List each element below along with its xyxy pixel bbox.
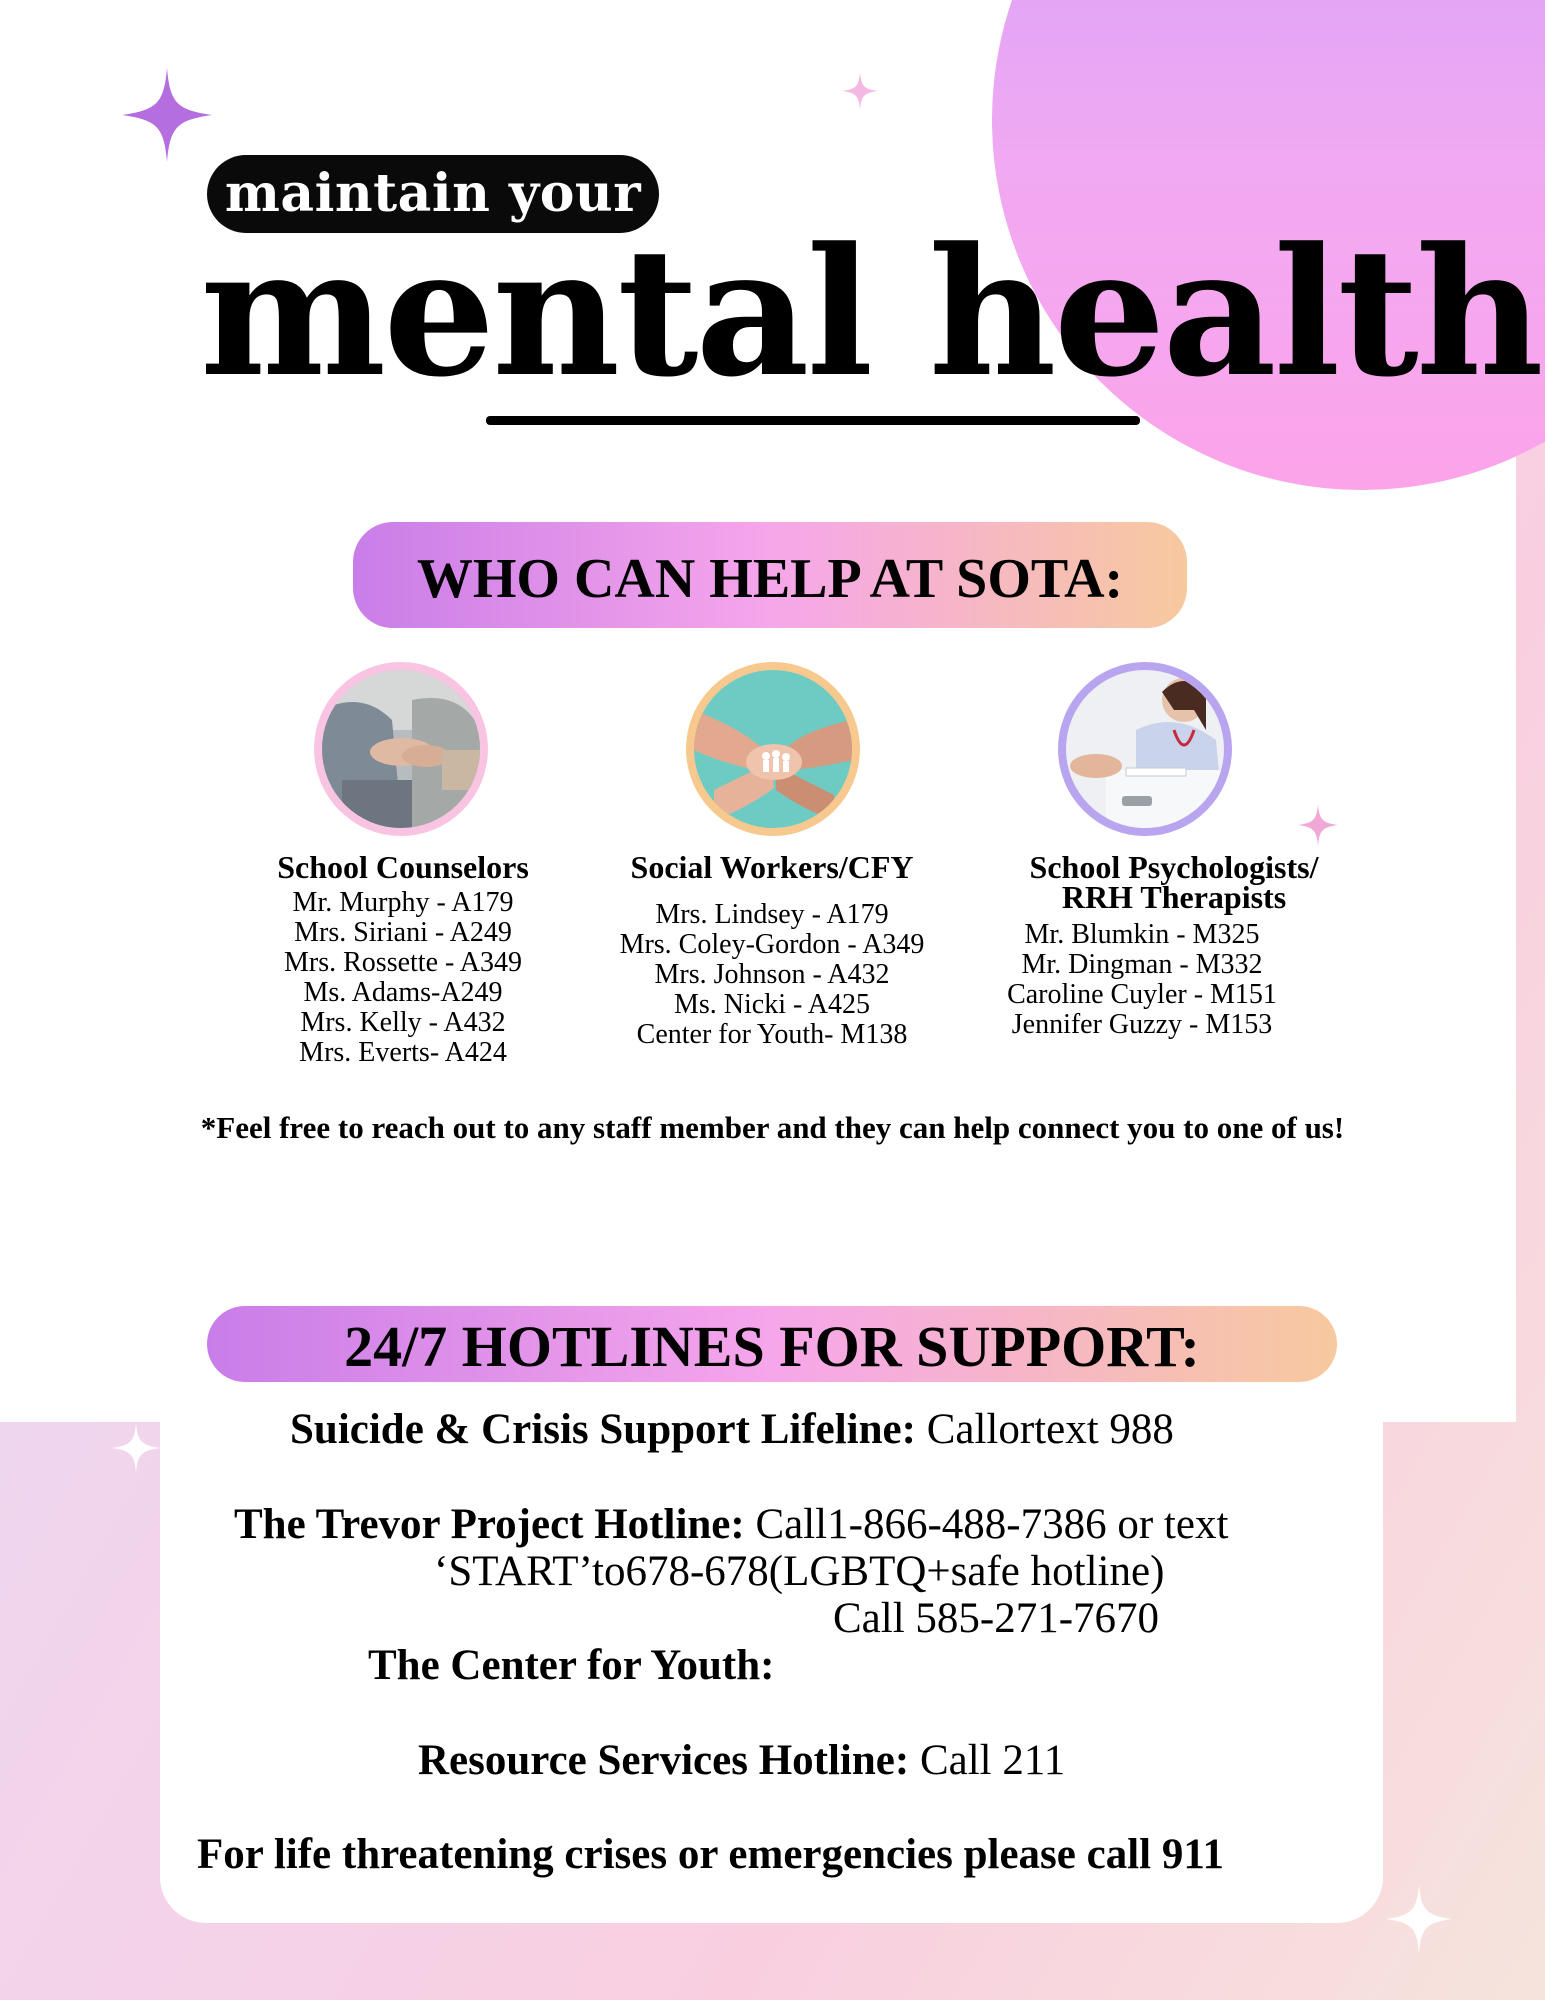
resource-hotline bbox=[418, 1736, 1065, 1786]
suicide-lifeline-value: Callortext 988 bbox=[926, 1406, 1174, 1453]
resource-hotline-label: Resource Services Hotline: bbox=[418, 1737, 910, 1784]
psychologists-heading bbox=[974, 849, 1374, 915]
list-item: Mrs. Rossette - A349 bbox=[284, 947, 522, 978]
psychologists-heading-line1: School Psychologists/ bbox=[1029, 849, 1319, 885]
list-item: Mrs. Everts- A424 bbox=[299, 1037, 507, 1068]
header-pill: maintain your bbox=[207, 155, 659, 233]
suicide-lifeline-label: Suicide & Crisis Support Lifeline: bbox=[290, 1406, 916, 1453]
suicide-lifeline bbox=[290, 1405, 1174, 1455]
sparkle-icon bbox=[1386, 1884, 1452, 1954]
sparkle-icon bbox=[122, 68, 212, 162]
counselors-heading: School Counselors bbox=[277, 849, 529, 885]
list-item: Mrs. Coley-Gordon - A349 bbox=[619, 929, 925, 960]
title-underline bbox=[486, 416, 1140, 425]
center-youth-label: The Center for Youth: bbox=[368, 1642, 775, 1689]
trevor-hotline-text-line: ‘START’to678-678(LGBTQ+safe hotline) bbox=[434, 1548, 1165, 1595]
psychologists-heading-line2: RRH Therapists bbox=[1061, 879, 1287, 915]
list-item: Jennifer Guzzy - M153 bbox=[1011, 1009, 1273, 1040]
list-item: Ms. Nicki - A425 bbox=[674, 989, 870, 1020]
list-item: Mrs. Johnson - A432 bbox=[654, 959, 890, 990]
hands-comfort-photo bbox=[322, 670, 480, 828]
list-item: Mr. Blumkin - M325 bbox=[1024, 919, 1260, 950]
trevor-hotline-value: Call1-866-488-7386 or text bbox=[755, 1501, 1229, 1548]
list-item: Mr. Murphy - A179 bbox=[292, 887, 514, 918]
doctor-consultation-photo bbox=[1066, 670, 1224, 828]
list-item: Caroline Cuyler - M151 bbox=[1007, 979, 1277, 1010]
who-can-help-heading: WHO CAN HELP AT SOTA: bbox=[353, 522, 1187, 628]
resource-hotline-value: Call 211 bbox=[919, 1737, 1066, 1784]
hotlines-heading: 24/7 HOTLINES FOR SUPPORT: bbox=[207, 1306, 1337, 1382]
hands-holding-people-photo bbox=[694, 670, 852, 828]
list-item: Mr. Dingman - M332 bbox=[1021, 949, 1263, 980]
staff-note: *Feel free to reach out to any staff member and they can help connect you to one of us! bbox=[200, 1110, 1345, 1145]
center-youth-value: Call 585-271-7670 bbox=[833, 1595, 1160, 1642]
sparkle-icon bbox=[112, 1422, 160, 1474]
sparkle-icon bbox=[842, 72, 878, 110]
trevor-hotline bbox=[234, 1500, 1228, 1550]
list-item: Ms. Adams-A249 bbox=[303, 977, 503, 1008]
list-item: Mrs. Kelly - A432 bbox=[300, 1007, 506, 1038]
trevor-hotline-label: The Trevor Project Hotline: bbox=[234, 1501, 745, 1548]
list-item: Center for Youth- M138 bbox=[636, 1019, 908, 1050]
counselors-list bbox=[203, 888, 603, 1068]
social-workers-heading: Social Workers/CFY bbox=[630, 849, 914, 885]
page-title: mental health bbox=[200, 209, 1541, 416]
social-workers-list bbox=[572, 900, 972, 1050]
list-item: Mrs. Siriani - A249 bbox=[294, 917, 512, 948]
sparkle-icon bbox=[1298, 804, 1338, 846]
list-item: Mrs. Lindsey - A179 bbox=[655, 899, 889, 930]
psychologists-list bbox=[942, 920, 1342, 1040]
emergency-line: For life threatening crises or emergencies please call 911 bbox=[197, 1831, 1224, 1878]
